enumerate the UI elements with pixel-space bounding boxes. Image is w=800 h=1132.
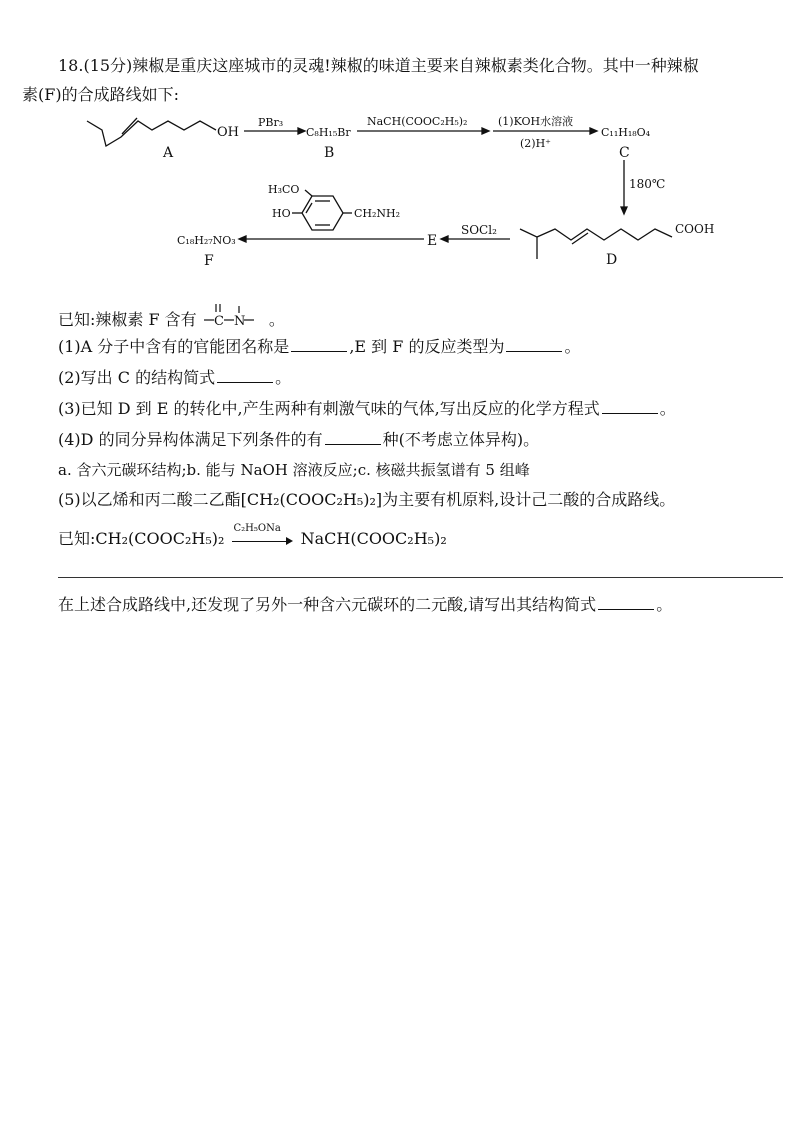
known-2-product: NaCH(COOC₂H₅)₂ [300, 529, 447, 548]
q1-text-c: 。 [564, 337, 581, 356]
question-4 [58, 429, 539, 451]
q2-text-b: 。 [275, 368, 292, 387]
reagent-koh: (1)KOH水溶液 [498, 115, 574, 128]
q1-blank-1[interactable] [291, 337, 347, 352]
known-1-line [58, 302, 285, 332]
intro-line-1: 18.(15分)辣椒是重庆这座城市的灵魂!辣椒的味道主要来自辣椒素类化合物。其中一种辣椒 [58, 56, 699, 75]
reagent-heat: 180℃ [629, 177, 666, 191]
known-2-arrow-head [286, 537, 293, 545]
q1-text-b: ,E 到 F 的反应类型为 [349, 337, 505, 356]
label-f: F [204, 253, 214, 269]
final-text-b: 。 [656, 595, 673, 614]
q2-blank[interactable] [217, 368, 273, 383]
svg-text:C: C [213, 314, 224, 329]
question-3 [58, 398, 676, 420]
f-formula: C₁₈H₂₇NO₃ [177, 234, 236, 247]
intro-line-2: 素(F)的合成路线如下: [22, 85, 179, 104]
q1-text-a: (1)A 分子中含有的官能团名称是 [58, 337, 290, 356]
question-2 [58, 367, 291, 389]
final-blank[interactable] [598, 595, 654, 610]
q4-text-b: 种(不考虑立体异构)。 [382, 430, 540, 449]
known-2-arrow [230, 522, 296, 550]
label-a: A [163, 145, 174, 161]
known-2-prefix: 已知:CH₂(COOC₂H₅)₂ [58, 529, 225, 548]
compound-d-skeleton [520, 229, 537, 259]
reagent-malonate: NaCH(COOC₂H₅)₂ [367, 115, 468, 128]
q4-blank[interactable] [325, 430, 381, 445]
reagent-acid: (2)H⁺ [520, 137, 551, 150]
label-b: B [324, 145, 335, 161]
known-2-arrow-shaft [232, 541, 288, 542]
a-oh: OH [217, 125, 239, 140]
amine-hydroxy: HO [272, 207, 291, 220]
reagent-pbr3: PBr₃ [258, 116, 284, 129]
question-4-conditions: a. 含六元碳环结构;b. 能与 NaOH 溶液反应;c. 核磁共振氢谱有 5 组峰 [58, 461, 530, 479]
b-formula: C₈H₁₅Br [306, 126, 351, 139]
q3-blank[interactable] [602, 399, 658, 414]
q4-text-a: (4)D 的同分异构体满足下列条件的有 [58, 430, 323, 449]
known-1-suffix: 。 [268, 310, 285, 329]
amide-fragment [202, 302, 264, 332]
q2-text-a: (2)写出 C 的结构简式 [58, 368, 216, 387]
c-formula: C₁₁H₁₈O₄ [601, 126, 651, 139]
known-1-prefix: 已知:辣椒素 F 含有 [58, 310, 197, 329]
question-1 [58, 336, 580, 358]
label-d: D [606, 252, 618, 268]
q3-text-b: 。 [659, 399, 676, 418]
compound-a-skeleton [87, 121, 216, 146]
known-2-reagent: C₂H₅ONa [233, 522, 281, 534]
label-e: E [427, 233, 438, 249]
known-2-line [58, 522, 447, 550]
label-c: C [619, 145, 630, 161]
answer-divider [58, 577, 783, 578]
q1-blank-2[interactable] [506, 337, 562, 352]
q3-text-a: (3)已知 D 到 E 的转化中,产生两种有刺激气味的气体,写出反应的化学方程式 [58, 399, 600, 418]
reagent-socl2: SOCl₂ [461, 223, 497, 237]
d-cooh: COOH [675, 222, 715, 236]
svg-text:N: N [233, 314, 246, 329]
question-5: (5)以乙烯和丙二酸二乙酯[CH₂(COOC₂H₅)₂]为主要有机原料,设计己二酸的合成路线。 [58, 490, 676, 509]
amine-methoxy: H₃CO [268, 183, 300, 196]
final-question [58, 594, 672, 616]
synthesis-scheme [0, 0, 800, 300]
final-text-a: 在上述合成路线中,还发现了另外一种含六元碳环的二元酸,请写出其结构简式 [58, 595, 597, 614]
amine-ch2nh2: CH₂NH₂ [354, 207, 401, 220]
